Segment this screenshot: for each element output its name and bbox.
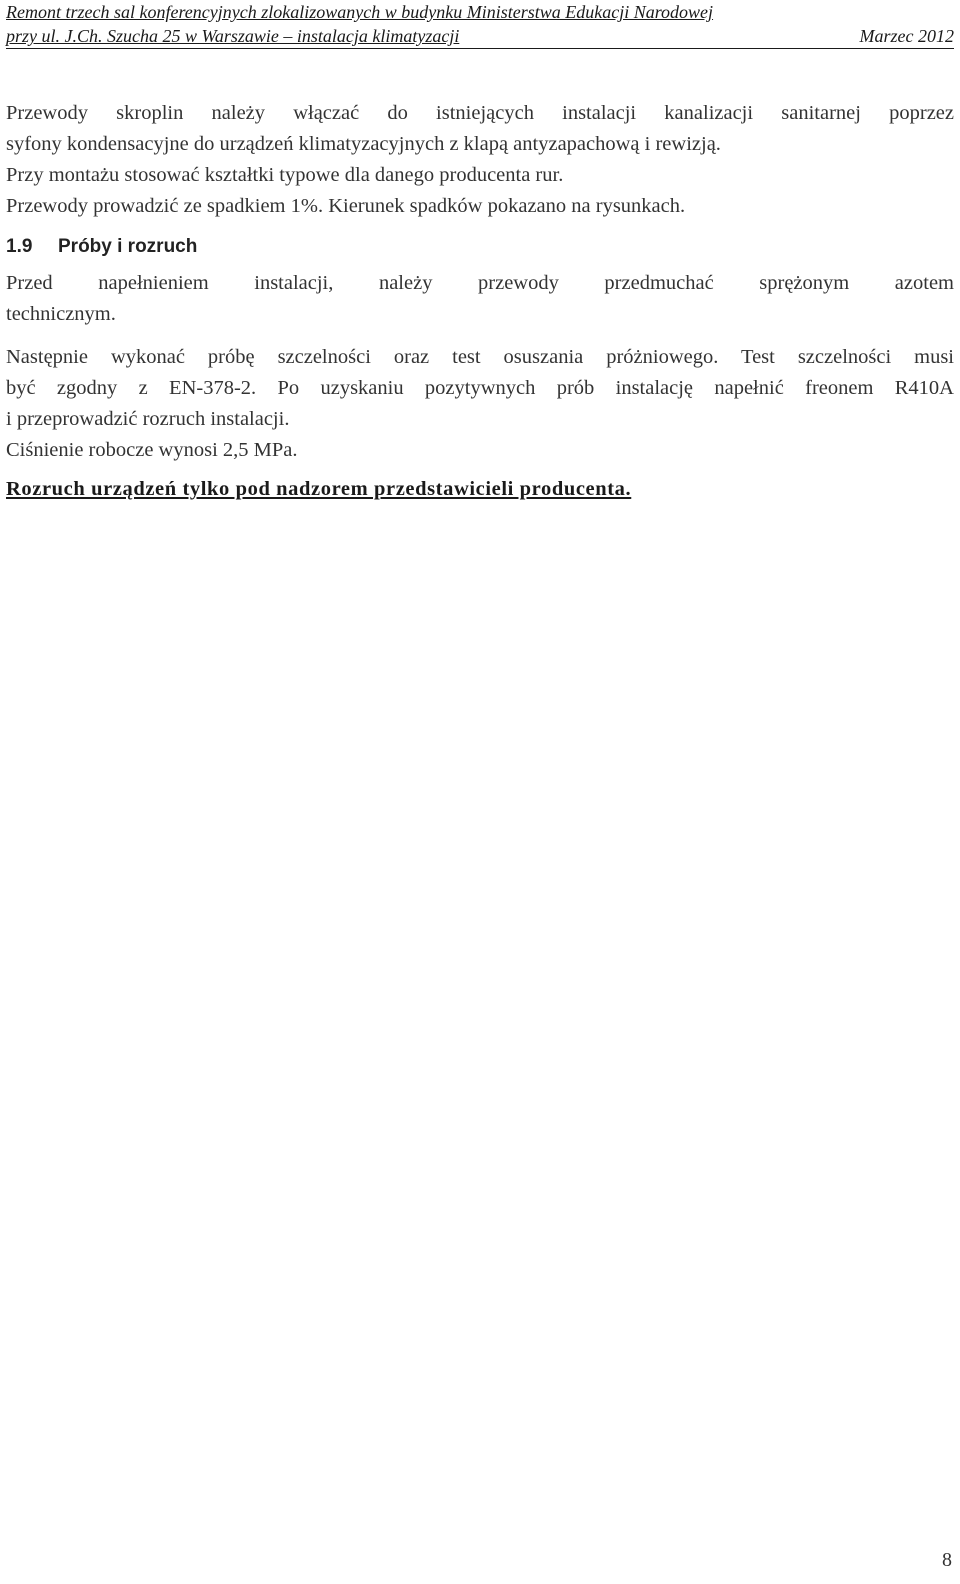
section-heading bbox=[6, 232, 954, 262]
page-number: 8 bbox=[942, 1549, 952, 1571]
text-line: i przeprowadzić rozruch instalacji. bbox=[6, 408, 290, 430]
text-line: Przy montażu stosować kształtki typowe dla danego producenta rur. bbox=[6, 164, 564, 186]
text-line: być zgodny z EN-378-2. Po uzyskaniu pozytywnych prób instalację napełnić freonem R410A bbox=[6, 377, 954, 399]
text-line: Przewody prowadzić ze spadkiem 1%. Kierunek spadków pokazano na rysunkach. bbox=[6, 195, 686, 217]
text-line: Następnie wykonać próbę szczelności oraz test osuszania próżniowego. Test szczelności musi bbox=[6, 346, 954, 368]
text-line: Przewody skroplin należy włączać do istniejących instalacji kanalizacji sanitarnej poprzez bbox=[6, 102, 954, 124]
section-title: Próby i rozruch bbox=[58, 236, 198, 257]
paragraph-tests bbox=[6, 342, 954, 466]
text-line: technicznym. bbox=[6, 303, 116, 325]
page-header bbox=[6, 0, 954, 49]
final-note: Rozruch urządzeń tylko pod nadzorem przedstawicieli producenta. bbox=[6, 478, 632, 500]
paragraph-purge bbox=[6, 268, 954, 330]
text-line: syfony kondensacyjne do urządzeń klimatyzacyjnych z klapą antyzapachową i rewizją. bbox=[6, 133, 721, 155]
header-title-line: Remont trzech sal konferencyjnych zlokalizowanych w budynku Ministerstwa Edukacji Narodowej bbox=[6, 2, 714, 22]
header-date: Marzec 2012 bbox=[859, 26, 954, 46]
text-line: Ciśnienie robocze wynosi 2,5 MPa. bbox=[6, 439, 298, 461]
spacer bbox=[6, 330, 954, 342]
spacer bbox=[6, 466, 954, 474]
text-line: Przed napełnieniem instalacji, należy przewody przedmuchać sprężonym azotem bbox=[6, 272, 954, 294]
section-number: 1.9 bbox=[6, 236, 33, 257]
header-subtitle-line bbox=[6, 24, 954, 49]
paragraph-condensate bbox=[6, 98, 954, 222]
document-body bbox=[6, 98, 954, 505]
header-location: przy ul. J.Ch. Szucha 25 w Warszawie – instalacja klimatyzacji bbox=[6, 26, 460, 46]
